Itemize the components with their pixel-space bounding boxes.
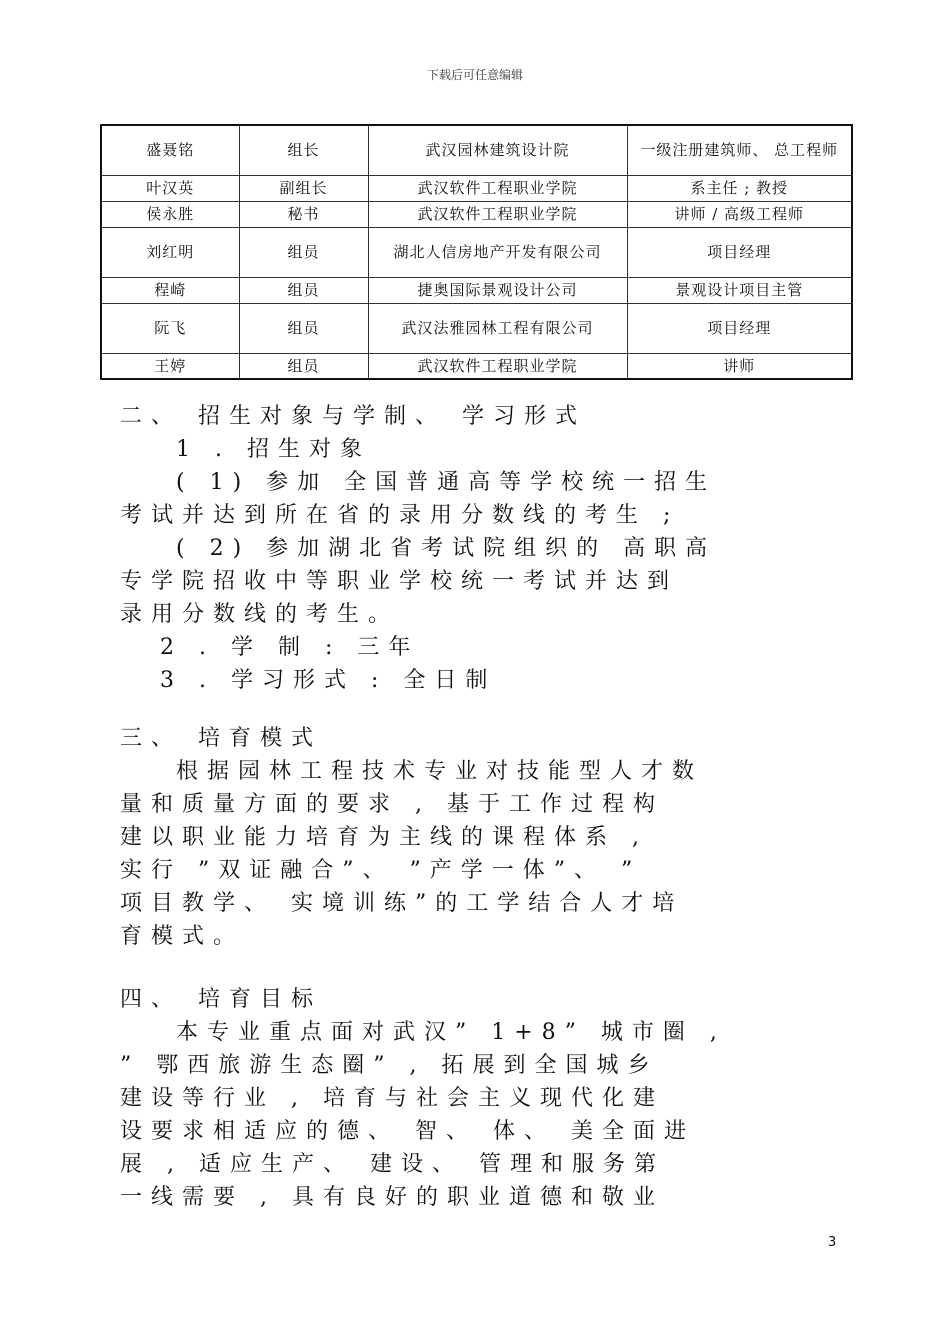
paragraph-line: 考试并达到所在省的录用分数线的考生 ; bbox=[120, 503, 680, 528]
subheading-duration: 2 . 学 制 : 三年 bbox=[160, 635, 420, 660]
member-role: 副组长 bbox=[239, 175, 368, 201]
member-name: 阮飞 bbox=[101, 303, 239, 353]
member-title: 讲师 bbox=[627, 353, 852, 379]
member-org: 武汉软件工程职业学院 bbox=[368, 353, 627, 379]
member-name: 侯永胜 bbox=[101, 201, 239, 227]
member-title: 讲师 / 高级工程师 bbox=[627, 201, 852, 227]
paragraph-line: 根据园林工程技术专业对技能型人才数 bbox=[176, 759, 704, 784]
table-row bbox=[101, 303, 852, 353]
section-heading: 二、 招生对象与学制、 学习形式 bbox=[120, 404, 586, 429]
table-row bbox=[101, 277, 852, 303]
section-enrollment bbox=[120, 400, 820, 697]
member-name: 王婷 bbox=[101, 353, 239, 379]
committee-table bbox=[100, 124, 853, 380]
paragraph-line: 育模式。 bbox=[120, 924, 245, 949]
member-role: 组长 bbox=[239, 125, 368, 175]
section-heading: 三、 培育模式 bbox=[120, 726, 322, 751]
page-number: 3 bbox=[828, 1235, 837, 1250]
paragraph-line: 建设等行业 , 培育与社会主义现代化建 bbox=[120, 1086, 664, 1111]
paragraph-line: 量和质量方面的要求 , 基于工作过程构 bbox=[120, 792, 664, 817]
member-role: 组员 bbox=[239, 227, 368, 277]
member-role: 组员 bbox=[239, 277, 368, 303]
member-org: 武汉园林建筑设计院 bbox=[368, 125, 627, 175]
subheading-enrollment-target: 1 . 招生对象 bbox=[176, 437, 371, 462]
member-role: 组员 bbox=[239, 303, 368, 353]
paragraph-line: 专学院招收中等职业学校统一考试并达到 bbox=[120, 569, 679, 594]
member-name: 盛聂铭 bbox=[101, 125, 239, 175]
paragraph-line: 项目教学、 实境训练”的工学结合人才培 bbox=[120, 891, 684, 916]
section-training-mode bbox=[120, 722, 820, 953]
paragraph-line: 实行 ”双证融合”、 ”产学一体”、 ” bbox=[120, 858, 642, 883]
member-role: 秘书 bbox=[239, 201, 368, 227]
page-header: 下载后可任意编辑 bbox=[426, 68, 523, 82]
paragraph-line: ( 1) 参加 全国普通高等学校统一招生 bbox=[176, 470, 717, 495]
paragraph-line: 展 , 适应生产、 建设、 管理和服务第 bbox=[120, 1152, 665, 1177]
paragraph-line: ( 2) 参加湖北省考试院组织的 高职高 bbox=[176, 536, 717, 561]
table-row bbox=[101, 353, 852, 379]
table-row bbox=[101, 175, 852, 201]
member-title: 项目经理 bbox=[627, 303, 852, 353]
table-row bbox=[101, 201, 852, 227]
member-org: 武汉软件工程职业学院 bbox=[368, 175, 627, 201]
section-heading: 四、 培育目标 bbox=[120, 987, 322, 1012]
table-row bbox=[101, 227, 852, 277]
member-org: 武汉软件工程职业学院 bbox=[368, 201, 627, 227]
member-name: 叶汉英 bbox=[101, 175, 239, 201]
paragraph-line: 设要求相适应的德、 智、 体、 美全面进 bbox=[120, 1119, 695, 1144]
paragraph-line: 录用分数线的考生。 bbox=[120, 602, 400, 627]
paragraph-line: 本专业重点面对武汉” 1+8” 城市圈 , bbox=[176, 1020, 726, 1045]
member-role: 组员 bbox=[239, 353, 368, 379]
member-org: 捷奥国际景观设计公司 bbox=[368, 277, 627, 303]
paragraph-line: 一线需要 , 具有良好的职业道德和敬业 bbox=[120, 1185, 664, 1210]
paragraph-line: ” 鄂西旅游生态圈” , 拓展到全国城乡 bbox=[120, 1053, 659, 1078]
paragraph-line: 建以职业能力培育为主线的课程体系 , bbox=[120, 825, 648, 850]
member-title: 一级注册建筑师、 总工程师 bbox=[627, 125, 852, 175]
member-name: 程崎 bbox=[101, 277, 239, 303]
subheading-study-form: 3 . 学习形式 : 全日制 bbox=[160, 668, 497, 693]
section-training-goal bbox=[120, 983, 820, 1214]
member-org: 湖北人信房地产开发有限公司 bbox=[368, 227, 627, 277]
member-title: 系主任 ; 教授 bbox=[627, 175, 852, 201]
member-title: 项目经理 bbox=[627, 227, 852, 277]
member-org: 武汉法雅园林工程有限公司 bbox=[368, 303, 627, 353]
table-row bbox=[101, 125, 852, 175]
member-name: 刘红明 bbox=[101, 227, 239, 277]
member-title: 景观设计项目主管 bbox=[627, 277, 852, 303]
